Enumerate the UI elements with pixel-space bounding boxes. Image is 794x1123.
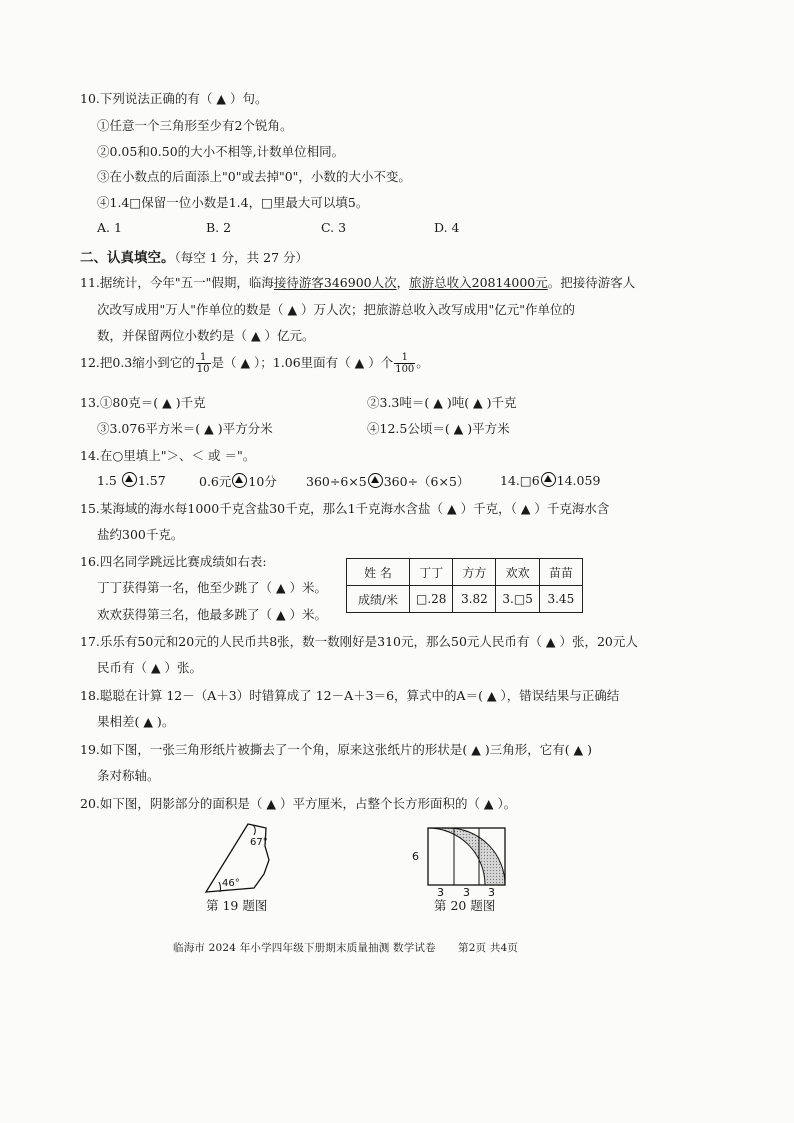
q10-statement-1: ①任意一个三角形至少有2个锐角。 xyxy=(97,118,293,133)
q12-fraction-2 xyxy=(394,352,415,375)
q14-i2-left: 0.6元 xyxy=(199,474,232,489)
q14-stem: 14.在○里填上"＞、＜ 或 ＝"。 xyxy=(80,448,256,463)
q11-underline-visitors: 接待游客346900人次 xyxy=(273,275,397,290)
figure-19-caption: 第 19 题图 xyxy=(206,898,268,913)
q10-option-d: D. 4 xyxy=(434,220,460,235)
fig19-angle-top: 67° xyxy=(250,837,268,848)
q14-i4-left: 14.□6 xyxy=(500,473,540,488)
table-cell: 苗苗 xyxy=(539,559,582,586)
table-row xyxy=(347,586,583,613)
q14-item-1 xyxy=(97,472,166,488)
compare-circle-icon xyxy=(232,473,247,488)
table-cell: 丁丁 xyxy=(410,559,453,586)
figure-20-caption: 第 20 题图 xyxy=(434,898,496,913)
table-cell: 3.82 xyxy=(453,586,496,613)
table-cell: 姓 名 xyxy=(347,559,410,586)
q14-i4-right: 14.059 xyxy=(556,473,601,488)
fig20-width-label-1: 3 xyxy=(437,886,444,898)
q17-line-1: 17.乐乐有50元和20元的人民币共8张，数一数刚好是310元，那么50元人民币有（ ▲ ）张，20元人 xyxy=(80,634,638,649)
q12-text-b: 是（ ▲ ）；1.06里面有（ ▲ ）个 xyxy=(211,355,394,370)
q12-text-c: 。 xyxy=(416,355,429,370)
table-cell: 成绩/米 xyxy=(347,586,410,613)
q20-line-1: 20.如下图，阴影部分的面积是（ ▲ ）平方厘米，占整个长方形面积的（ ▲ ）。 xyxy=(80,796,517,811)
q13-item-3: ③3.076平方米＝( ▲ )平方分米 xyxy=(97,421,273,436)
q14-i1-left: 1.5 xyxy=(97,473,121,488)
table-cell: □.28 xyxy=(410,586,453,613)
q10-statement-4: ④1.4□保留一位小数是1.4，□里最大可以填5。 xyxy=(97,195,369,210)
figure-19-torn-triangle xyxy=(196,818,306,896)
q12-f1-denominator: 10 xyxy=(196,364,210,375)
q11-line-2: 次改写成用"万人"作单位的数是（ ▲ ）万人次；把旅游总收入改写成用"亿元"作单位的 xyxy=(97,302,576,317)
fig19-angle-bottom: 46° xyxy=(222,878,240,889)
q13-item-2: ②3.3吨＝( ▲ )吨( ▲ )千克 xyxy=(367,395,517,410)
q19-line-1: 19.如下图，一张三角形纸片被撕去了一个角，原来这张纸片的形状是( ▲ )三角形，它有( ▲ ) xyxy=(80,742,593,757)
q10-statement-2: ②0.05和0.50的大小不相等,计数单位相同。 xyxy=(97,144,345,159)
section-2-title: 二、认真填空。 xyxy=(80,250,175,266)
q16-line-1: 丁丁获得第一名，他至少跳了（ ▲ ）米。 xyxy=(97,580,328,595)
q18-line-1: 18.聪聪在计算 12－（A＋3）时错算成了 12－A＋3＝6，算式中的A＝( ▲ ），错误结果与正确结 xyxy=(80,688,620,703)
q13-item-1: 13.①80克＝( ▲ )千克 xyxy=(80,395,206,410)
q14-i3-left: 360÷6×5 xyxy=(306,474,367,489)
q12-f1-numerator: 1 xyxy=(196,352,211,364)
q16-score-table xyxy=(346,558,583,613)
section-2-note: （每空 1 分，共 27 分） xyxy=(174,250,309,265)
table-cell: 欢欢 xyxy=(496,559,539,586)
q15-line-1: 15.某海域的海水每1000千克含盐30千克，那么1千克海水含盐（ ▲ ）千克，（ ▲ ）千克海水含 xyxy=(80,501,610,516)
q11-text-a: 11.据统计，今年"五一"假期，临海 xyxy=(80,275,274,290)
q14-i1-right: 1.57 xyxy=(137,473,166,488)
q11-line-1 xyxy=(80,273,635,291)
q10-option-c: C. 3 xyxy=(321,220,347,235)
footer-title: 临海市 2024 年小学四年级下册期末质量抽测 数学试卷 xyxy=(173,942,436,954)
fig20-width-label-2: 3 xyxy=(463,886,470,898)
figure-20-rectangle xyxy=(408,818,518,898)
q10-option-a: A. 1 xyxy=(97,220,122,235)
table-cell: 3.□5 xyxy=(496,586,539,613)
table-header-row xyxy=(347,559,583,586)
q16-line-2: 欢欢获得第三名，他最多跳了（ ▲ ）米。 xyxy=(97,607,328,622)
table-cell: 方方 xyxy=(453,559,496,586)
q10-stem: 10.下列说法正确的有（ ▲ ）句。 xyxy=(80,91,268,106)
q11-line-3: 数，并保留两位小数约是（ ▲ ）亿元。 xyxy=(97,328,315,343)
section-2-heading xyxy=(80,246,308,266)
compare-circle-icon xyxy=(122,472,137,487)
q14-i3-right: 360÷（6×5） xyxy=(383,474,470,489)
q12-f2-denominator: 100 xyxy=(395,364,415,375)
q10-statement-3: ③在小数点的后面添上"0"或去掉"0"，小数的大小不变。 xyxy=(97,169,411,184)
q14-item-4 xyxy=(500,472,600,488)
q15-line-2: 盐约300千克。 xyxy=(97,527,184,542)
q16-stem: 16.四名同学跳远比赛成绩如右表: xyxy=(80,554,267,569)
q12-fraction-1 xyxy=(196,352,211,375)
compare-circle-icon xyxy=(541,472,556,487)
q11-underline-revenue: 旅游总收入20814000元 xyxy=(409,275,548,290)
q14-i2-right: 10分 xyxy=(248,474,277,489)
q11-text-c: 。把接待游客人 xyxy=(547,275,636,290)
q10-option-b: B. 2 xyxy=(206,220,232,235)
q12-text-a: 12.把0.3缩小到它的 xyxy=(80,355,195,370)
q11-text-b: ， xyxy=(396,275,410,290)
footer-page-number: 第2页 共4页 xyxy=(458,942,519,954)
fig20-height-label: 6 xyxy=(412,850,419,863)
q12-f2-numerator: 1 xyxy=(394,352,415,364)
q14-item-2 xyxy=(199,472,277,490)
table-cell: 3.45 xyxy=(539,586,582,613)
fig20-width-label-3: 3 xyxy=(488,886,495,898)
q13-item-4: ④12.5公顷＝( ▲ )平方米 xyxy=(367,421,510,436)
q17-line-2: 民币有（ ▲ ）张。 xyxy=(97,660,203,675)
q18-line-2: 果相差( ▲ )。 xyxy=(97,714,175,729)
q19-line-2: 条对称轴。 xyxy=(97,768,160,783)
q14-item-3 xyxy=(306,472,469,490)
compare-circle-icon xyxy=(368,473,383,488)
q12-line xyxy=(80,352,429,375)
